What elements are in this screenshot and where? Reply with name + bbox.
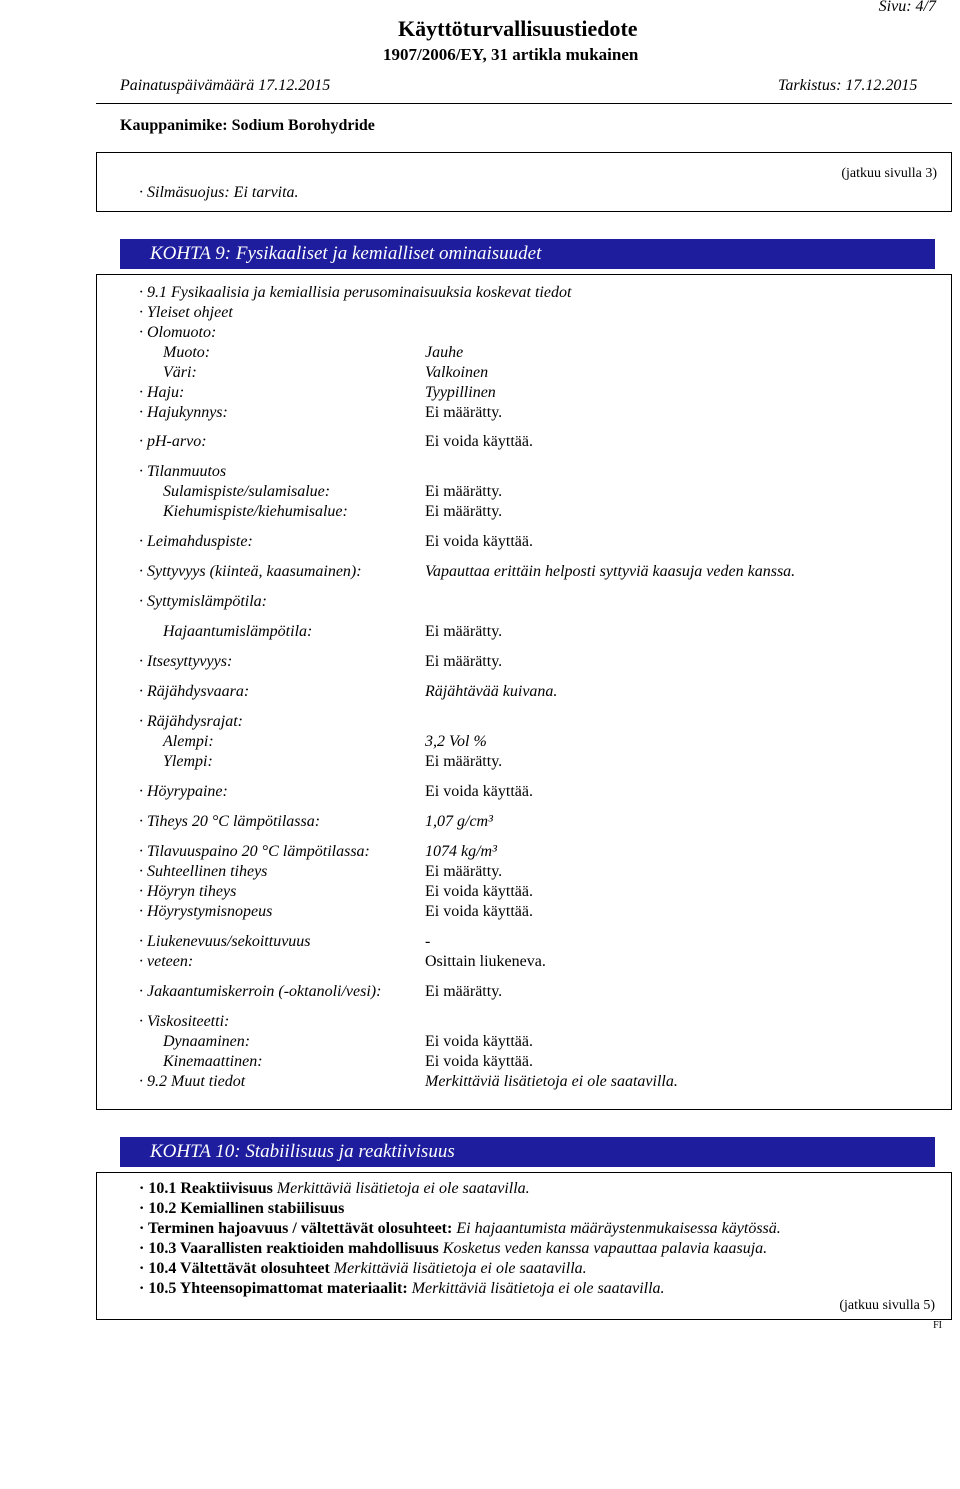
s9-flash-label: · Leimahduspiste: [139, 532, 253, 552]
s9-explosion-limits: · Räjähdysrajat: [139, 712, 243, 732]
s9-basic-info: · 9.1 Fysikaalisia ja kemiallisia perusominaisuuksia koskevat tiedot [139, 283, 571, 303]
s9-odor-label: · Haju: [139, 383, 184, 403]
eye-label: · Silmäsuojus: [139, 184, 230, 201]
language-code: FI [933, 1320, 942, 1331]
s9-evaporation-value: Ei voida käyttää. [425, 903, 533, 920]
s9-ignition-label: · Syttymislämpötila: [139, 592, 267, 612]
s9-ph-value: Ei voida käyttää. [425, 433, 533, 450]
s9-form: · Olomuoto: [139, 323, 216, 343]
s9-bulk-density-label: · Tilavuuspaino 20 °C lämpötilassa: [139, 842, 370, 862]
header-rule [96, 103, 952, 104]
s9-general: · Yleiset ohjeet [139, 303, 233, 323]
s9-odor-threshold-label: · Hajukynnys: [139, 403, 228, 423]
s9-flammability-value: Vapauttaa erittäin helposti syttyviä kaasuja veden kanssa. [425, 563, 796, 580]
s9-water-label: · veteen: [139, 952, 193, 972]
s9-vapor-density-value: Ei voida käyttää. [425, 883, 533, 900]
s9-upper-value: Ei määrätty. [425, 753, 503, 770]
s9-odor-value: Tyypillinen [425, 384, 496, 401]
document-title: Käyttöturvallisuustiedote [398, 16, 638, 41]
s9-color-label: Väri: [163, 364, 197, 381]
s9-self-ignition-value: Ei määrätty. [425, 653, 503, 670]
s10-hazardous-reactions: · 10.3 Vaarallisten reaktioiden mahdollisuus Kosketus veden kanssa vapauttaa palavia kaasuja. [139, 1239, 767, 1259]
s9-explosion-label: · Räjähdysvaara: [139, 682, 249, 702]
eye-protection [139, 184, 299, 202]
s9-shape-label: Muoto: [163, 344, 211, 361]
print-date: Painatuspäivämäärä 17.12.2015 [120, 77, 331, 94]
document-subtitle: 1907/2006/EY, 31 artikla mukainen [383, 45, 639, 64]
s9-relative-density-value: Ei määrätty. [425, 863, 503, 880]
s9-density-label: · Tiheys 20 °C lämpötilassa: [139, 812, 320, 832]
s9-relative-density-label: · Suhteellinen tiheys [139, 862, 267, 882]
s9-bulk-density-value: 1074 kg/m³ [425, 843, 497, 860]
page-number: Sivu: 4/7 [878, 0, 936, 15]
s9-viscosity-label: · Viskositeetti: [139, 1012, 229, 1032]
section-10-box [96, 1172, 952, 1320]
continued-from: (jatkuu sivulla 3) [841, 166, 937, 181]
s9-density-value: 1,07 g/cm³ [425, 813, 493, 830]
s9-other-info-label: · 9.2 Muut tiedot [139, 1072, 245, 1092]
s9-vapor-density-label: · Höyryn tiheys [139, 882, 236, 902]
s9-explosion-value: Räjähtävää kuivana. [425, 683, 558, 700]
s9-water-value: Osittain liukeneva. [425, 953, 546, 970]
s9-boiling-value: Ei määrätty. [425, 503, 503, 520]
s9-vapor-pressure-label: · Höyrypaine: [139, 782, 228, 802]
s10-thermal: · Terminen hajoavuus / vältettävät olosuhteet: Ei hajaantumista määräystenmukaisessa käytössä. [139, 1219, 781, 1239]
s9-decomposition-value: Ei määrätty. [425, 623, 503, 640]
s10-stability: · 10.2 Kemiallinen stabiilisuus [139, 1199, 344, 1219]
s9-partition-label: · Jakaantumiskerroin (-oktanoli/vesi): [139, 982, 381, 1002]
s9-ph-label: · pH-arvo: [139, 432, 207, 452]
s10-reactivity: · 10.1 Reaktiivisuus Merkittäviä lisätietoja ei ole saatavilla. [139, 1179, 530, 1199]
s9-partition-value: Ei määrätty. [425, 983, 503, 1000]
s9-evaporation-label: · Höyrystymisnopeus [139, 902, 272, 922]
revision-date: Tarkistus: 17.12.2015 [778, 77, 918, 94]
s9-self-ignition-label: · Itsesyttyvyys: [139, 652, 232, 672]
continuation-box [96, 152, 952, 212]
s9-boiling-label: Kiehumispiste/kiehumisalue: [163, 503, 348, 520]
s9-state-change: · Tilanmuutos [139, 462, 226, 482]
s9-decomposition-label: Hajaantumislämpötila: [163, 623, 313, 640]
section-9-box [96, 274, 952, 1110]
section-10-header: KOHTA 10: Stabiilisuus ja reaktiivisuus [120, 1137, 935, 1167]
s9-lower-value: 3,2 Vol % [425, 733, 487, 750]
section-9-header: KOHTA 9: Fysikaaliset ja kemialliset ominaisuudet [120, 239, 935, 269]
trade-name: Kauppanimike: Sodium Borohydride [120, 117, 375, 134]
s9-lower-label: Alempi: [163, 733, 214, 750]
continued-on: (jatkuu sivulla 5) [839, 1298, 935, 1313]
s9-dynamic-label: Dynaaminen: [163, 1033, 251, 1050]
s9-flash-value: Ei voida käyttää. [425, 533, 533, 550]
s9-flammability-label: · Syttyvyys (kiinteä, kaasumainen): [139, 562, 362, 582]
s9-dynamic-value: Ei voida käyttää. [425, 1033, 533, 1050]
s9-upper-label: Ylempi: [163, 753, 213, 770]
s9-kinematic-label: Kinemaattinen: [163, 1053, 263, 1070]
s9-odor-threshold-value: Ei määrätty. [425, 404, 503, 421]
s10-incompatible: · 10.5 Yhteensopimattomat materiaalit: Merkittäviä lisätietoja ei ole saatavilla. [139, 1279, 665, 1299]
s9-solubility-label: · Liukenevuus/sekoittuvuus [139, 932, 311, 952]
s9-melting-label: Sulamispiste/sulamisalue: [163, 483, 331, 500]
s9-other-info-value: Merkittäviä lisätietoja ei ole saatavilla. [425, 1073, 678, 1090]
s10-conditions-avoid: · 10.4 Vältettävät olosuhteet Merkittäviä lisätietoja ei ole saatavilla. [139, 1259, 587, 1279]
s9-solubility-value: - [425, 933, 431, 950]
s9-color-value: Valkoinen [425, 364, 489, 381]
eye-value: Ei tarvita. [233, 184, 299, 201]
s9-melting-value: Ei määrätty. [425, 483, 503, 500]
s9-vapor-pressure-value: Ei voida käyttää. [425, 783, 533, 800]
s9-kinematic-value: Ei voida käyttää. [425, 1053, 533, 1070]
s9-shape-value: Jauhe [425, 344, 464, 361]
